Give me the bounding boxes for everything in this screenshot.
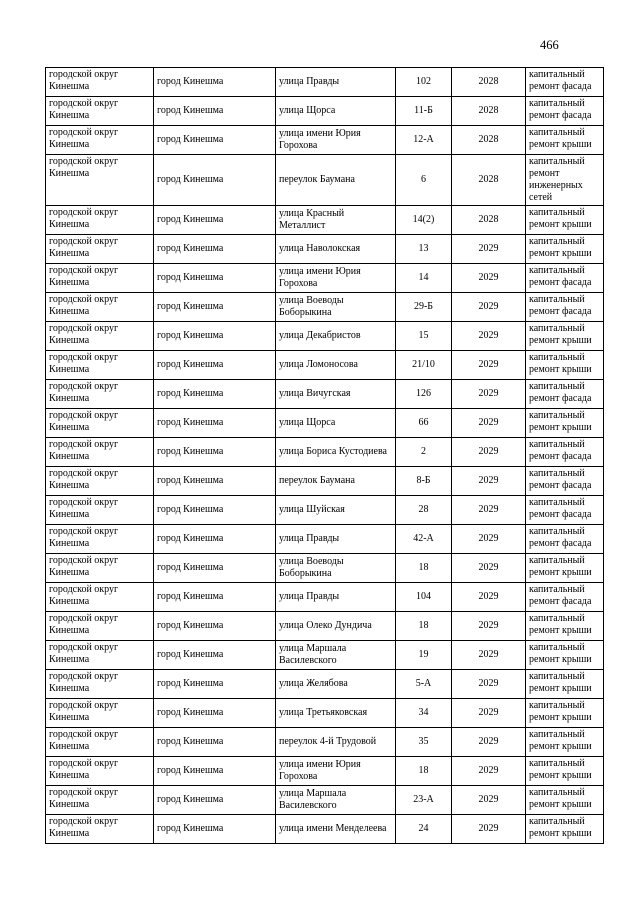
- city-cell: город Кинешма: [154, 612, 276, 641]
- city-cell: город Кинешма: [154, 467, 276, 496]
- house-cell: 35: [396, 728, 452, 757]
- work-type-cell: капитальный ремонт крыши: [526, 699, 604, 728]
- district-cell: городской округ Кинешма: [46, 380, 154, 409]
- table-row: [46, 612, 604, 641]
- table-row: [46, 68, 604, 97]
- table-row: [46, 351, 604, 380]
- house-cell: 6: [396, 155, 452, 206]
- city-cell: город Кинешма: [154, 728, 276, 757]
- year-cell: 2029: [452, 322, 526, 351]
- street-cell: улица Ломоносова: [276, 351, 396, 380]
- district-cell: городской округ Кинешма: [46, 641, 154, 670]
- city-cell: город Кинешма: [154, 206, 276, 235]
- table-row: [46, 126, 604, 155]
- street-cell: улица Красный Металлист: [276, 206, 396, 235]
- table-row: [46, 728, 604, 757]
- district-cell: городской округ Кинешма: [46, 670, 154, 699]
- district-cell: городской округ Кинешма: [46, 786, 154, 815]
- house-cell: 8-Б: [396, 467, 452, 496]
- city-cell: город Кинешма: [154, 786, 276, 815]
- street-cell: улица имени Менделеева: [276, 815, 396, 844]
- year-cell: 2029: [452, 467, 526, 496]
- district-cell: городской округ Кинешма: [46, 467, 154, 496]
- street-cell: улица Вичугская: [276, 380, 396, 409]
- house-cell: 24: [396, 815, 452, 844]
- work-type-cell: капитальный ремонт крыши: [526, 322, 604, 351]
- street-cell: улица имени Юрия Горохова: [276, 126, 396, 155]
- year-cell: 2029: [452, 525, 526, 554]
- year-cell: 2029: [452, 351, 526, 380]
- city-cell: город Кинешма: [154, 699, 276, 728]
- table-row: [46, 293, 604, 322]
- street-cell: улица Маршала Василевского: [276, 641, 396, 670]
- year-cell: 2029: [452, 438, 526, 467]
- table-row: [46, 699, 604, 728]
- street-cell: улица Воеводы Боборыкина: [276, 293, 396, 322]
- city-cell: город Кинешма: [154, 525, 276, 554]
- street-cell: улица Декабристов: [276, 322, 396, 351]
- city-cell: город Кинешма: [154, 322, 276, 351]
- city-cell: город Кинешма: [154, 235, 276, 264]
- year-cell: 2029: [452, 612, 526, 641]
- district-cell: городской округ Кинешма: [46, 699, 154, 728]
- year-cell: 2029: [452, 496, 526, 525]
- district-cell: городской округ Кинешма: [46, 438, 154, 467]
- year-cell: 2029: [452, 699, 526, 728]
- work-type-cell: капитальный ремонт крыши: [526, 670, 604, 699]
- district-cell: городской округ Кинешма: [46, 293, 154, 322]
- year-cell: 2029: [452, 380, 526, 409]
- table-row: [46, 786, 604, 815]
- house-cell: 28: [396, 496, 452, 525]
- house-cell: 13: [396, 235, 452, 264]
- house-cell: 14(2): [396, 206, 452, 235]
- work-type-cell: капитальный ремонт крыши: [526, 351, 604, 380]
- house-cell: 5-А: [396, 670, 452, 699]
- work-type-cell: капитальный ремонт крыши: [526, 757, 604, 786]
- work-type-cell: капитальный ремонт крыши: [526, 235, 604, 264]
- table-row: [46, 467, 604, 496]
- city-cell: город Кинешма: [154, 583, 276, 612]
- district-cell: городской округ Кинешма: [46, 264, 154, 293]
- work-type-cell: капитальный ремонт крыши: [526, 126, 604, 155]
- year-cell: 2028: [452, 206, 526, 235]
- city-cell: город Кинешма: [154, 438, 276, 467]
- street-cell: переулок Баумана: [276, 467, 396, 496]
- district-cell: городской округ Кинешма: [46, 612, 154, 641]
- city-cell: город Кинешма: [154, 815, 276, 844]
- work-type-cell: капитальный ремонт фасада: [526, 438, 604, 467]
- work-type-cell: капитальный ремонт фасада: [526, 380, 604, 409]
- district-cell: городской округ Кинешма: [46, 351, 154, 380]
- district-cell: городской округ Кинешма: [46, 583, 154, 612]
- year-cell: 2029: [452, 554, 526, 583]
- house-cell: 19: [396, 641, 452, 670]
- district-cell: городской округ Кинешма: [46, 525, 154, 554]
- district-cell: городской округ Кинешма: [46, 97, 154, 126]
- street-cell: улица Шуйская: [276, 496, 396, 525]
- street-cell: переулок Баумана: [276, 155, 396, 206]
- city-cell: город Кинешма: [154, 264, 276, 293]
- house-cell: 126: [396, 380, 452, 409]
- work-type-cell: капитальный ремонт фасада: [526, 583, 604, 612]
- house-cell: 66: [396, 409, 452, 438]
- street-cell: улица Наволокская: [276, 235, 396, 264]
- table-row: [46, 264, 604, 293]
- year-cell: 2029: [452, 409, 526, 438]
- year-cell: 2028: [452, 155, 526, 206]
- street-cell: переулок 4-й Трудовой: [276, 728, 396, 757]
- street-cell: улица Щорса: [276, 97, 396, 126]
- city-cell: город Кинешма: [154, 409, 276, 438]
- work-type-cell: капитальный ремонт крыши: [526, 786, 604, 815]
- table-row: [46, 97, 604, 126]
- house-cell: 23-А: [396, 786, 452, 815]
- street-cell: улица Олеко Дундича: [276, 612, 396, 641]
- house-cell: 34: [396, 699, 452, 728]
- work-type-cell: капитальный ремонт крыши: [526, 554, 604, 583]
- table-row: [46, 670, 604, 699]
- year-cell: 2029: [452, 235, 526, 264]
- house-cell: 102: [396, 68, 452, 97]
- house-cell: 12-А: [396, 126, 452, 155]
- year-cell: 2028: [452, 97, 526, 126]
- house-cell: 2: [396, 438, 452, 467]
- house-cell: 29-Б: [396, 293, 452, 322]
- work-type-cell: капитальный ремонт крыши: [526, 206, 604, 235]
- street-cell: улица Правды: [276, 525, 396, 554]
- district-cell: городской округ Кинешма: [46, 815, 154, 844]
- year-cell: 2029: [452, 728, 526, 757]
- table-row: [46, 235, 604, 264]
- work-type-cell: капитальный ремонт фасада: [526, 467, 604, 496]
- table-row: [46, 155, 604, 206]
- street-cell: улица Бориса Кустодиева: [276, 438, 396, 467]
- year-cell: 2029: [452, 641, 526, 670]
- table-row: [46, 525, 604, 554]
- district-cell: городской округ Кинешма: [46, 757, 154, 786]
- year-cell: 2029: [452, 815, 526, 844]
- year-cell: 2029: [452, 786, 526, 815]
- work-type-cell: капитальный ремонт фасада: [526, 293, 604, 322]
- work-type-cell: капитальный ремонт крыши: [526, 815, 604, 844]
- table-row: [46, 322, 604, 351]
- city-cell: город Кинешма: [154, 380, 276, 409]
- district-cell: городской округ Кинешма: [46, 496, 154, 525]
- work-type-cell: капитальный ремонт фасада: [526, 264, 604, 293]
- district-cell: городской округ Кинешма: [46, 126, 154, 155]
- district-cell: городской округ Кинешма: [46, 235, 154, 264]
- work-type-cell: капитальный ремонт крыши: [526, 409, 604, 438]
- house-cell: 21/10: [396, 351, 452, 380]
- street-cell: улица Воеводы Боборыкина: [276, 554, 396, 583]
- year-cell: 2029: [452, 293, 526, 322]
- house-cell: 14: [396, 264, 452, 293]
- street-cell: улица Желябова: [276, 670, 396, 699]
- table-row: [46, 380, 604, 409]
- work-type-cell: капитальный ремонт фасада: [526, 68, 604, 97]
- year-cell: 2029: [452, 670, 526, 699]
- house-cell: 42-А: [396, 525, 452, 554]
- table-row: [46, 496, 604, 525]
- table-row: [46, 206, 604, 235]
- house-cell: 18: [396, 612, 452, 641]
- district-cell: городской округ Кинешма: [46, 206, 154, 235]
- street-cell: улица Правды: [276, 68, 396, 97]
- street-cell: улица имени Юрия Горохова: [276, 757, 396, 786]
- city-cell: город Кинешма: [154, 351, 276, 380]
- city-cell: город Кинешма: [154, 126, 276, 155]
- table-row: [46, 757, 604, 786]
- work-type-cell: капитальный ремонт инженерных сетей: [526, 155, 604, 206]
- street-cell: улица Правды: [276, 583, 396, 612]
- table-row: [46, 641, 604, 670]
- district-cell: городской округ Кинешма: [46, 728, 154, 757]
- city-cell: город Кинешма: [154, 641, 276, 670]
- house-cell: 18: [396, 554, 452, 583]
- district-cell: городской округ Кинешма: [46, 68, 154, 97]
- year-cell: 2029: [452, 757, 526, 786]
- district-cell: городской округ Кинешма: [46, 409, 154, 438]
- city-cell: город Кинешма: [154, 68, 276, 97]
- house-cell: 15: [396, 322, 452, 351]
- city-cell: город Кинешма: [154, 293, 276, 322]
- page-number: 466: [540, 38, 559, 52]
- housing-repair-table: [45, 67, 604, 844]
- house-cell: 18: [396, 757, 452, 786]
- city-cell: город Кинешма: [154, 496, 276, 525]
- year-cell: 2028: [452, 68, 526, 97]
- work-type-cell: капитальный ремонт крыши: [526, 641, 604, 670]
- table-row: [46, 438, 604, 467]
- district-cell: городской округ Кинешма: [46, 554, 154, 583]
- street-cell: улица Третьяковская: [276, 699, 396, 728]
- work-type-cell: капитальный ремонт фасада: [526, 97, 604, 126]
- work-type-cell: капитальный ремонт фасада: [526, 496, 604, 525]
- city-cell: город Кинешма: [154, 554, 276, 583]
- city-cell: город Кинешма: [154, 97, 276, 126]
- table-row: [46, 815, 604, 844]
- table-row: [46, 409, 604, 438]
- work-type-cell: капитальный ремонт крыши: [526, 612, 604, 641]
- street-cell: улица Щорса: [276, 409, 396, 438]
- district-cell: городской округ Кинешма: [46, 322, 154, 351]
- work-type-cell: капитальный ремонт крыши: [526, 728, 604, 757]
- work-type-cell: капитальный ремонт фасада: [526, 525, 604, 554]
- table-row: [46, 583, 604, 612]
- city-cell: город Кинешма: [154, 757, 276, 786]
- year-cell: 2028: [452, 126, 526, 155]
- table-row: [46, 554, 604, 583]
- table-body: [46, 68, 604, 844]
- city-cell: город Кинешма: [154, 155, 276, 206]
- street-cell: улица Маршала Василевского: [276, 786, 396, 815]
- house-cell: 104: [396, 583, 452, 612]
- year-cell: 2029: [452, 583, 526, 612]
- street-cell: улица имени Юрия Горохова: [276, 264, 396, 293]
- year-cell: 2029: [452, 264, 526, 293]
- district-cell: городской округ Кинешма: [46, 155, 154, 206]
- house-cell: 11-Б: [396, 97, 452, 126]
- city-cell: город Кинешма: [154, 670, 276, 699]
